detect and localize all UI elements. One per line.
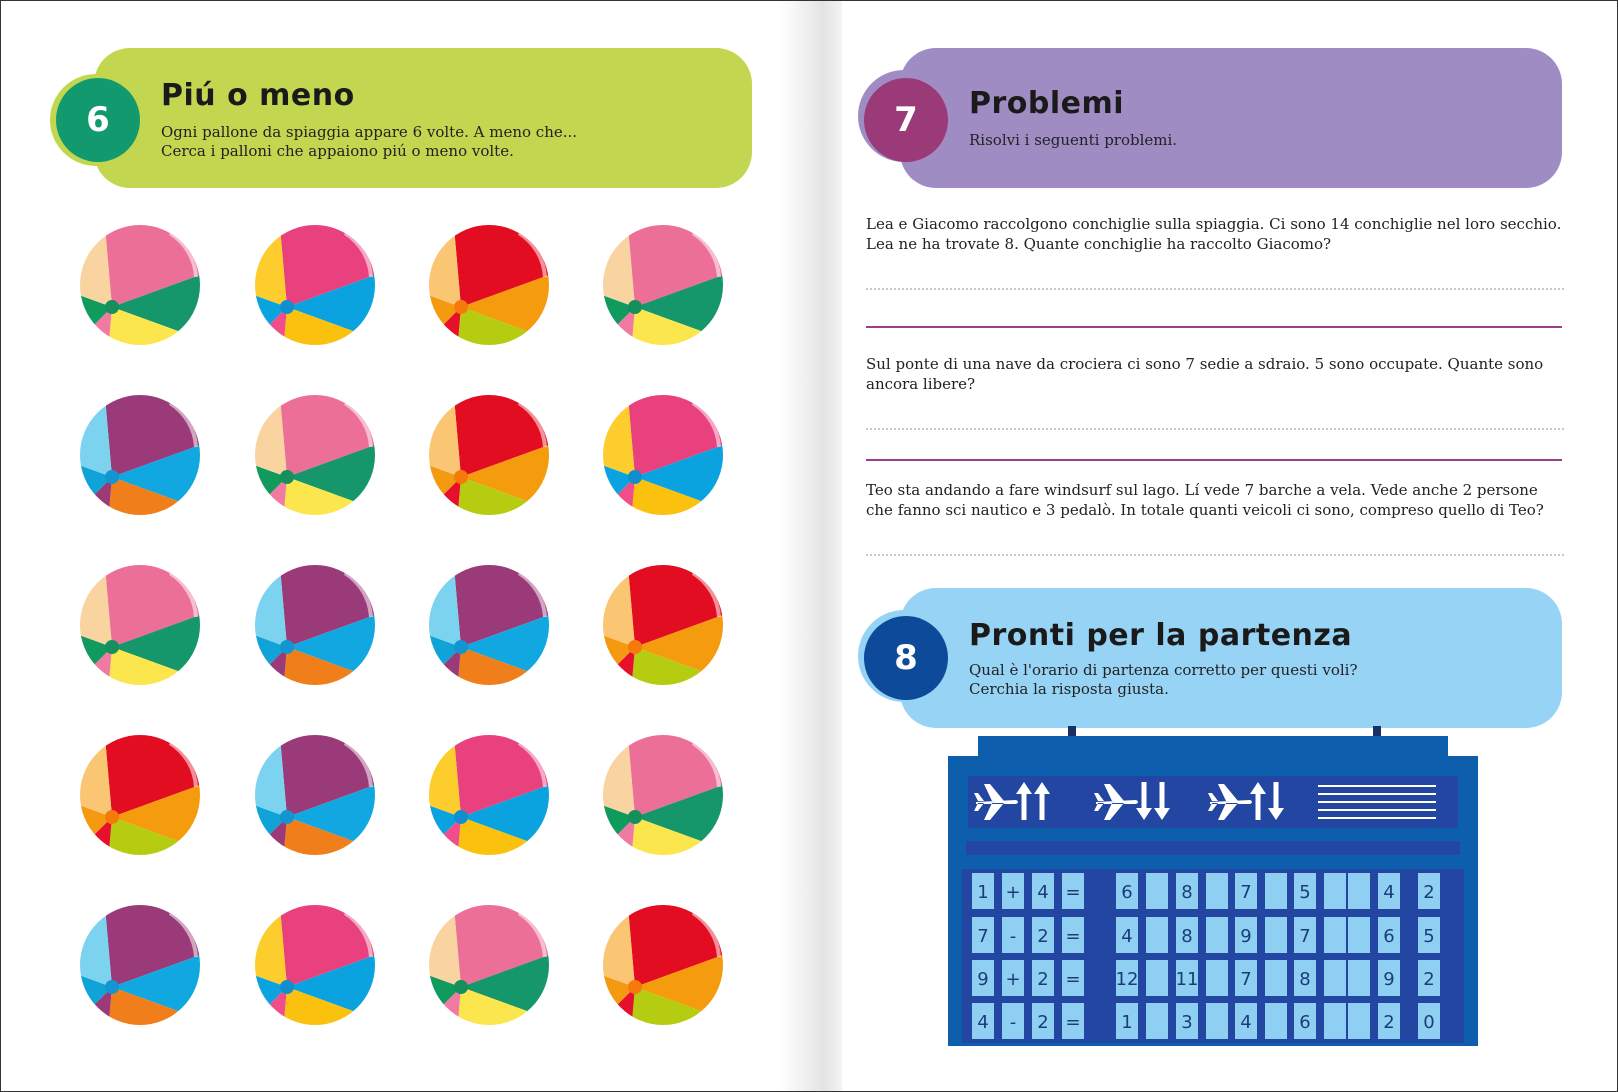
ball-cap xyxy=(280,470,294,484)
blank-cell-bg xyxy=(1324,917,1346,953)
equation-cell: 4 xyxy=(1037,882,1049,903)
departure-option[interactable]: 7 xyxy=(1240,882,1252,903)
ball-cap xyxy=(454,810,468,824)
equation-cell: + xyxy=(1005,882,1021,903)
equation-cell: 2 xyxy=(1037,1012,1049,1033)
answer-line-1 xyxy=(866,288,1564,290)
board-row xyxy=(962,956,1464,1000)
ball-cap xyxy=(454,640,468,654)
board-info-strip xyxy=(966,841,1460,855)
board-top xyxy=(978,736,1448,758)
ball-cap xyxy=(280,300,294,314)
blank-cell-bg xyxy=(1348,960,1370,996)
problem-1: Lea e Giacomo raccolgono conchiglie sulla spiaggia. Ci sono 14 conchiglie nel loro secchio. Lea ne ha trovate 8. Quante conchiglie ha raccolto Giacomo? xyxy=(866,215,1562,253)
departure-option[interactable]: 6 xyxy=(1299,1012,1311,1033)
equation-cell: = xyxy=(1065,882,1081,903)
answer-line-2 xyxy=(866,428,1564,430)
ball-cap xyxy=(280,810,294,824)
section-8-badge: 8 xyxy=(864,616,948,700)
problem-3: Teo sta andando a fare windsurf sul lago. Lí vede 7 barche a vela. Vede anche 2 persone che fanno sci nautico e 3 pedalò. In totale quanti veicoli ci sono, compreso quello di Teo? xyxy=(866,481,1544,519)
answer-line-3 xyxy=(866,554,1564,556)
problem-separator-1 xyxy=(866,326,1562,328)
equation-cell: - xyxy=(1009,1012,1017,1033)
blank-cell-bg xyxy=(1206,960,1228,996)
ball-panel xyxy=(618,107,780,307)
ball-cap xyxy=(628,980,642,994)
departure-option[interactable]: 3 xyxy=(1181,1012,1193,1033)
blank-cell-bg xyxy=(1265,1003,1287,1039)
board-row xyxy=(962,999,1464,1043)
section-8-instruction-1: Qual è l'orario di partenza corretto per questi voli? xyxy=(969,661,1358,679)
blank-cell-bg xyxy=(1206,873,1228,909)
blank-cell-bg xyxy=(1206,917,1228,953)
equation-cell: - xyxy=(1009,926,1017,947)
ball-cap xyxy=(628,470,642,484)
ball-cap xyxy=(105,980,119,994)
ball-cap xyxy=(105,640,119,654)
blank-cell-bg xyxy=(1324,960,1346,996)
section-8-title: Pronti per la partenza xyxy=(969,618,1353,653)
ball-cap xyxy=(105,300,119,314)
departure-option[interactable]: 8 xyxy=(1299,969,1311,990)
answer-digit[interactable]: 2 xyxy=(1423,882,1435,903)
blank-cell-bg xyxy=(1348,873,1370,909)
answer-digit[interactable]: 9 xyxy=(1383,969,1395,990)
ball-cap xyxy=(628,640,642,654)
equation-cell: = xyxy=(1065,926,1081,947)
blank-cell-bg xyxy=(1324,1003,1346,1039)
equation-cell: 7 xyxy=(977,926,989,947)
blank-cell-bg xyxy=(1265,960,1287,996)
book-gutter xyxy=(780,0,842,1092)
departure-option[interactable]: 7 xyxy=(1299,926,1311,947)
section-6-instruction-2: Cerca i palloni che appaiono piú o meno volte. xyxy=(161,142,514,160)
blank-cell-bg xyxy=(1348,1003,1370,1039)
section-7-instruction: Risolvi i seguenti problemi. xyxy=(969,131,1178,149)
departure-option[interactable]: 8 xyxy=(1181,882,1193,903)
blank-cell-bg xyxy=(1265,917,1287,953)
blank-cell-bg xyxy=(1146,1003,1168,1039)
departure-option[interactable]: 4 xyxy=(1121,926,1133,947)
departure-option[interactable]: 12 xyxy=(1115,969,1139,990)
problem-separator-2 xyxy=(866,459,1562,461)
departure-option[interactable]: 11 xyxy=(1175,969,1199,990)
blank-cell-bg xyxy=(1265,873,1287,909)
ball-cap xyxy=(628,300,642,314)
section-6-title: Piú o meno xyxy=(161,78,355,113)
answer-digit[interactable]: 4 xyxy=(1383,882,1395,903)
departure-option[interactable]: 8 xyxy=(1181,926,1193,947)
ball-cap xyxy=(105,470,119,484)
board-row xyxy=(962,913,1464,957)
section-6-instruction-1: Ogni pallone da spiaggia appare 6 volte. A meno che... xyxy=(161,123,578,141)
equation-cell: 4 xyxy=(977,1012,989,1033)
departure-option[interactable]: 4 xyxy=(1240,1012,1252,1033)
blank-cell-bg xyxy=(1146,873,1168,909)
section-7-title: Problemi xyxy=(969,86,1125,121)
section-8-instruction-2: Cerchia la risposta giusta. xyxy=(969,680,1169,698)
section-6-badge: 6 xyxy=(56,78,140,162)
ball-cap xyxy=(280,640,294,654)
answer-digit[interactable]: 6 xyxy=(1383,926,1395,947)
ball-cap xyxy=(105,810,119,824)
equation-cell: 9 xyxy=(977,969,989,990)
ball-cap xyxy=(454,470,468,484)
answer-digit[interactable]: 2 xyxy=(1383,1012,1395,1033)
equation-cell: 1 xyxy=(977,882,989,903)
beach-ball-grid xyxy=(0,0,780,1092)
board-row xyxy=(962,869,1464,913)
equation-cell: 2 xyxy=(1037,969,1049,990)
departure-option[interactable]: 7 xyxy=(1240,969,1252,990)
ball-cap xyxy=(454,980,468,994)
departure-option[interactable]: 5 xyxy=(1299,882,1311,903)
ball-cap xyxy=(280,980,294,994)
banner-8 xyxy=(900,588,1562,728)
departure-board xyxy=(948,726,1478,1046)
equation-cell: = xyxy=(1065,969,1081,990)
answer-digit[interactable]: 2 xyxy=(1423,969,1435,990)
equation-cell: = xyxy=(1065,1012,1081,1033)
departure-option[interactable]: 1 xyxy=(1121,1012,1133,1033)
blank-cell-bg xyxy=(1348,917,1370,953)
blank-cell-bg xyxy=(1146,960,1168,996)
blank-cell-bg xyxy=(1146,917,1168,953)
answer-digit[interactable]: 5 xyxy=(1423,926,1435,947)
section-7-badge: 7 xyxy=(864,78,948,162)
ball-cap xyxy=(454,300,468,314)
blank-cell-bg xyxy=(1324,873,1346,909)
problem-2: Sul ponte di una nave da crociera ci sono 7 sedie a sdraio. 5 sono occupate. Quante sono ancora libere? xyxy=(866,355,1544,393)
departure-option[interactable]: 9 xyxy=(1240,926,1252,947)
blank-cell-bg xyxy=(1206,1003,1228,1039)
departure-option[interactable]: 6 xyxy=(1121,882,1133,903)
equation-cell: 2 xyxy=(1037,926,1049,947)
ball-cap xyxy=(628,810,642,824)
equation-cell: + xyxy=(1005,969,1021,990)
ball-panel xyxy=(0,108,112,307)
answer-digit[interactable]: 0 xyxy=(1423,1012,1435,1033)
